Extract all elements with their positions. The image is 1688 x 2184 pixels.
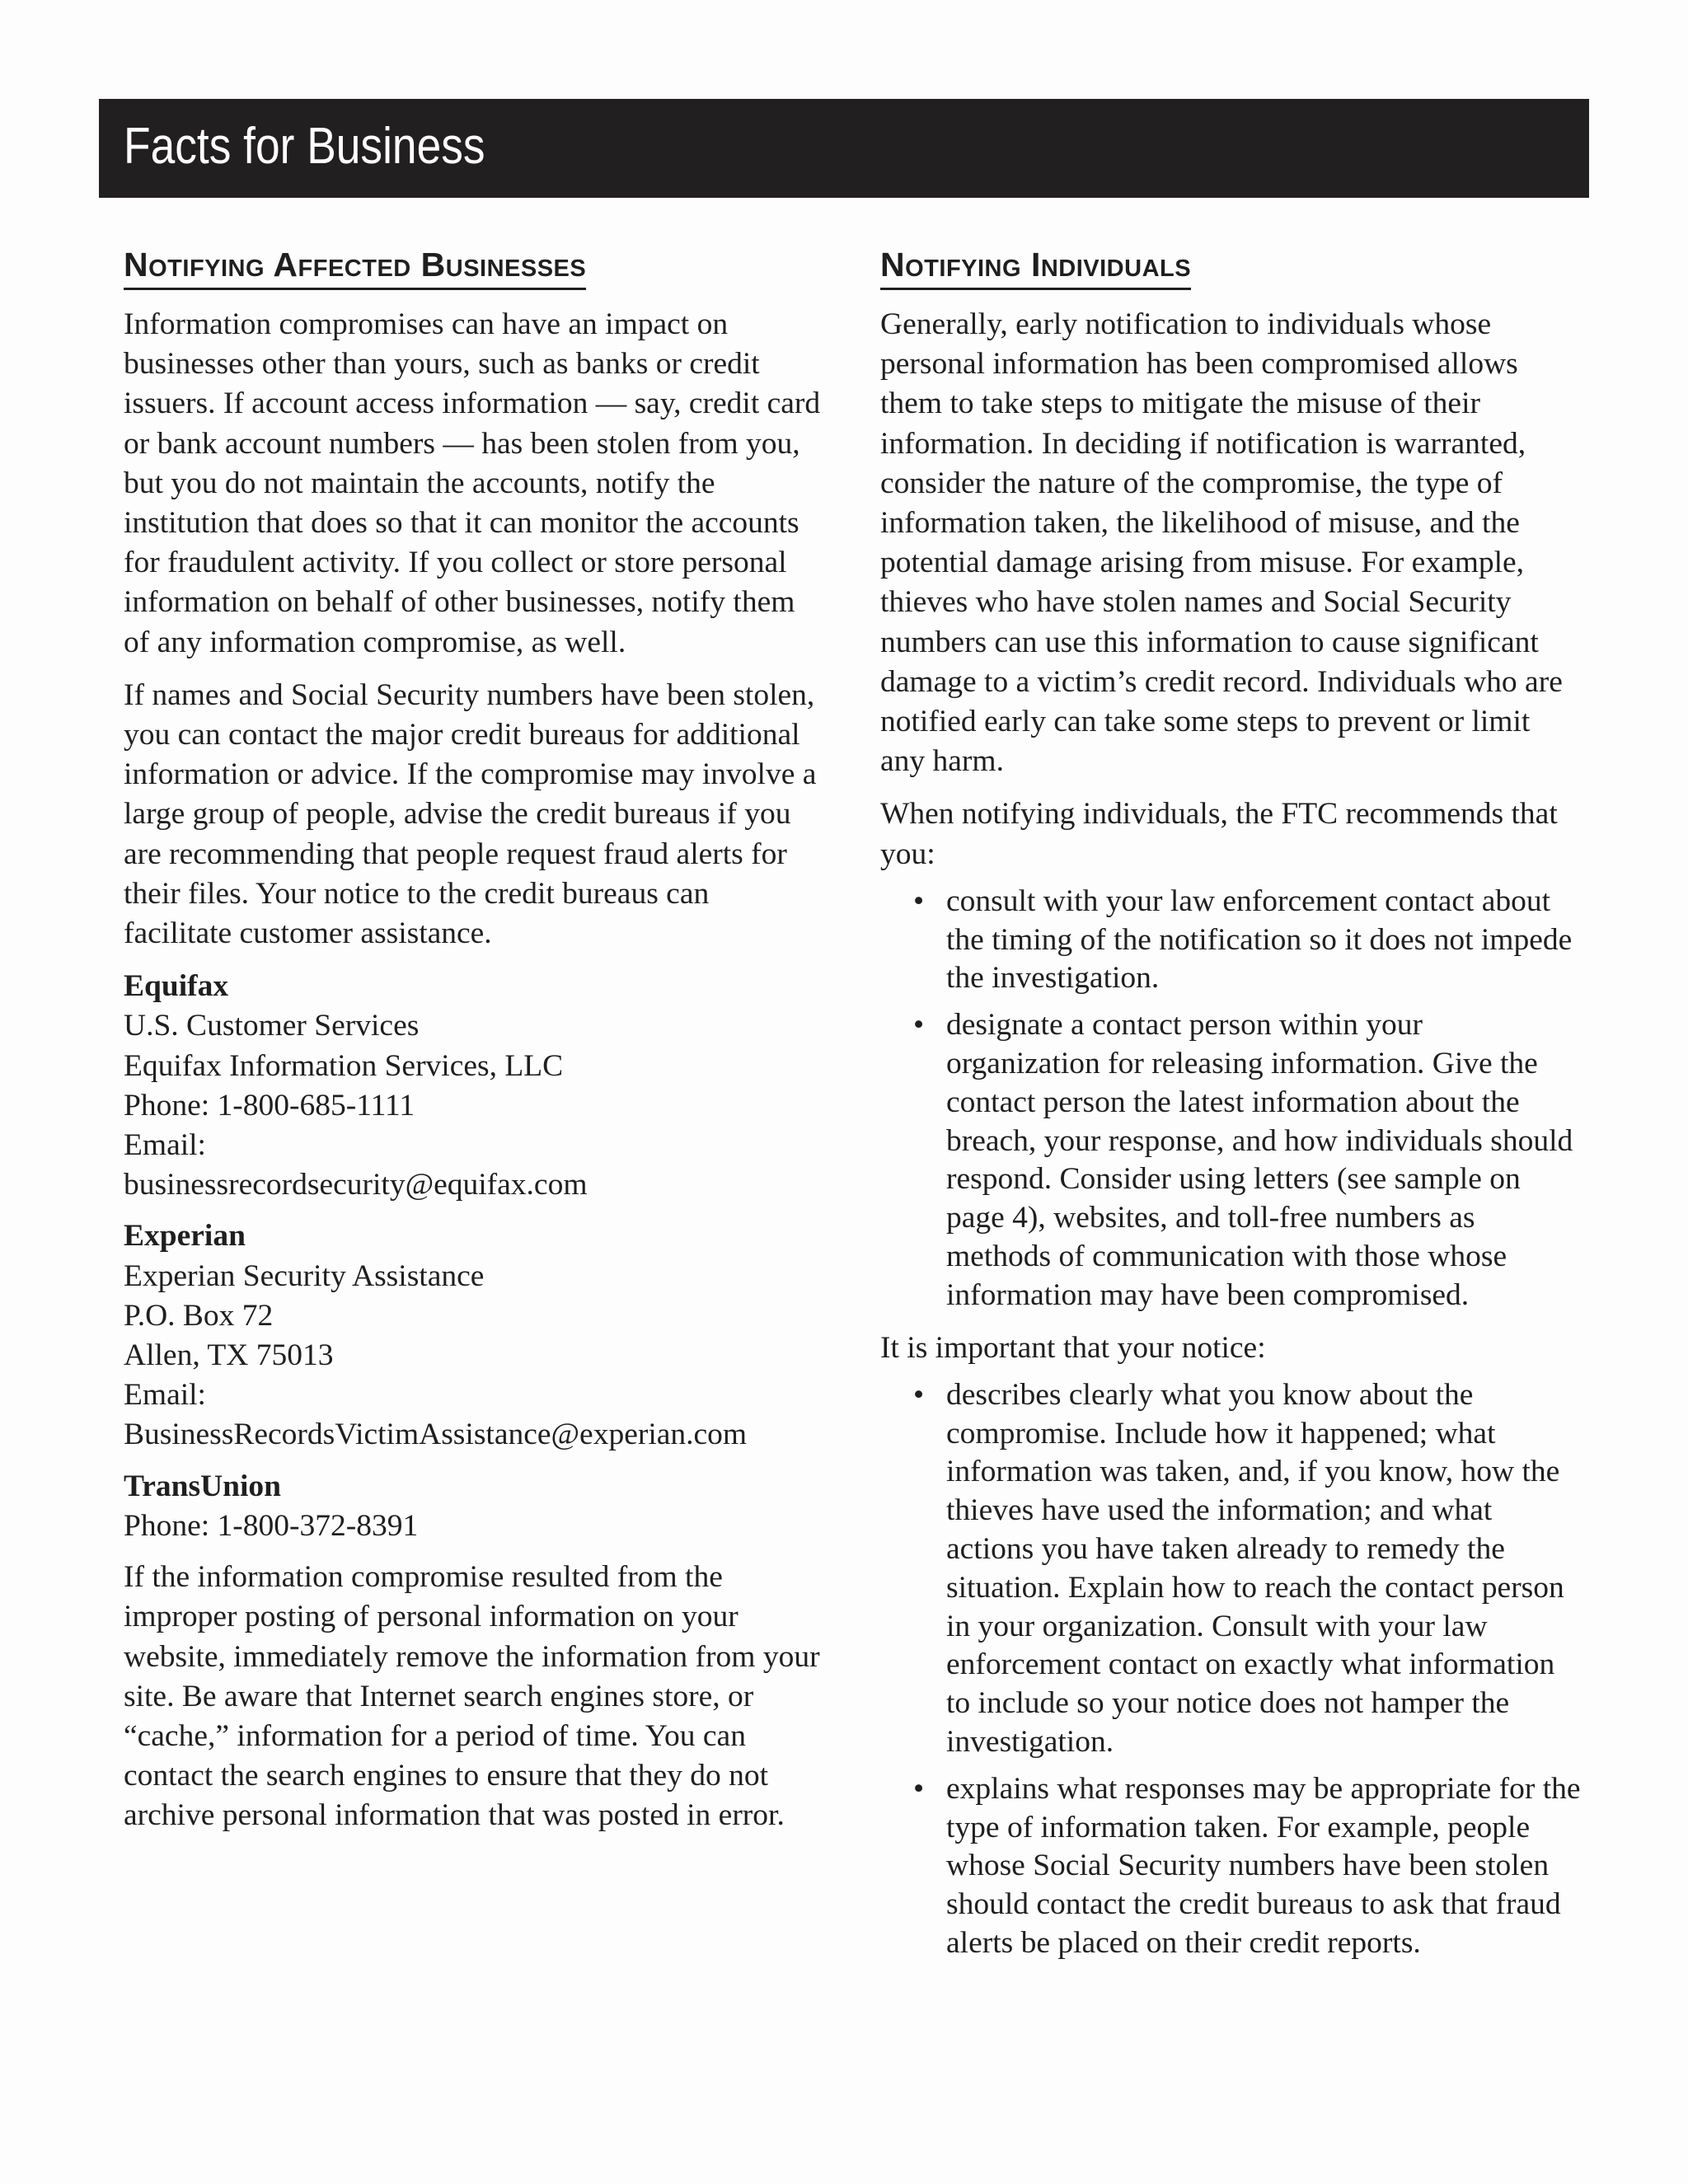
bullet: •: [913, 1771, 925, 1806]
paragraph: If names and Social Security numbers have been stolen, you can contact the major credit bureaus for additional information or advice. If the compromise may involve a large group of people, advise the credit bureaus if you are recommending that people request fraud alerts for their files. Your notice to the credit bureaus can facilitate customer assistance.: [124, 677, 817, 951]
banner-title: Facts for Business: [124, 118, 485, 175]
paragraph: It is important that your notice:: [880, 1330, 1266, 1365]
header-banner: [99, 99, 1589, 198]
contact-line: Email:: [124, 1128, 206, 1163]
contact-line: Allen, TX 75013: [124, 1338, 334, 1373]
contact-name: Experian: [124, 1219, 246, 1254]
contact-line: Equifax Information Services, LLC: [124, 1048, 564, 1083]
list-item-text: consult with your law enforcement contact about the timing of the notification so it does not impede the investigation.: [946, 883, 1573, 996]
paragraph: When notifying individuals, the FTC recommends that you:: [880, 797, 1558, 871]
bullet: •: [913, 1377, 925, 1412]
paragraph: Generally, early notification to individuals whose personal information has been compromised allows them to take steps to mitigate the misuse of their information. In deciding if notification is warranted, consider the nature of the compromise, the type of information taken, the likelihood of misuse, and the potential damage arising from misuse. For example, thieves who have stolen names and Social Security numbers can use this information to cause significant damage to a victim’s credit record. Individuals who are notified early can take some steps to prevent or limit any harm.: [880, 307, 1563, 779]
contact-phone: Phone: 1-800-685-1111: [124, 1088, 415, 1122]
contact-line: Email:: [124, 1378, 206, 1413]
contact-name: TransUnion: [124, 1469, 282, 1503]
list-item: [880, 1770, 1581, 1963]
contact-email: BusinessRecordsVictimAssistance@experian.com: [124, 1418, 748, 1452]
right-column: [880, 246, 1581, 1976]
bullet: •: [913, 883, 925, 918]
contact-transunion: [124, 1467, 824, 1546]
contact-experian: [124, 1216, 824, 1455]
contact-line: P.O. Box 72: [124, 1298, 274, 1333]
list-item-text: describes clearly what you know about the compromise. Include how it happened; what information was taken, and, if you know, how the thieves have used the information; and what actions you have taken already to remedy the situation. Explain how to reach the contact person in your organization. Consult with your law enforcement contact on exactly what information to include so your notice does not hamper the investigation.: [946, 1377, 1564, 1759]
contact-equifax: [124, 967, 824, 1205]
list-item-text: designate a contact person within your organization for releasing information. Give the contact person the latest information about the breach, your response, and how individuals should respond. Consider using letters (see sample on page 4), websites, and toll-free numbers as methods of communication with those whose information may have been compromised.: [946, 1008, 1573, 1312]
section-heading-individuals: Notifying Individuals: [880, 246, 1191, 290]
list-item: [880, 1376, 1581, 1762]
contact-line: Experian Security Assistance: [124, 1258, 485, 1293]
contact-line: U.S. Customer Services: [124, 1009, 420, 1043]
list-item: [880, 883, 1581, 998]
list-item-text: explains what responses may be appropriate for the type of information taken. For example, people whose Social Security numbers have been stolen should contact the credit bureaus to ask that fraud alerts be placed on their credit reports.: [946, 1771, 1581, 1960]
paragraph: If the information compromise resulted from the improper posting of personal information on your website, immediately remove the information from your site. Be aware that Internet search engines store, or “cache,” information for a period of time. You can contact the search engines to ensure that they do not archive personal information that was posted in error.: [124, 1560, 820, 1833]
notice-requirements-list: [880, 1376, 1581, 1963]
left-column: [124, 246, 824, 1849]
contact-phone: Phone: 1-800-372-8391: [124, 1508, 419, 1543]
contact-email: businessrecordsecurity@equifax.com: [124, 1168, 588, 1202]
bullet: •: [913, 1008, 925, 1043]
paragraph: Information compromises can have an impact on businesses other than yours, such as banks or credit issuers. If account access information — say, credit card or bank account numbers — has been stolen from you, but you do not maintain the accounts, notify the institution that does so that it can monitor the accounts for fraudulent activity. If you collect or store personal information on behalf of other businesses, notify them of any information compromise, as well.: [124, 307, 821, 659]
section-heading-businesses: Notifying Affected Businesses: [124, 246, 586, 290]
list-item: [880, 1006, 1581, 1315]
recommendation-list: [880, 883, 1581, 1315]
contact-name: Equifax: [124, 969, 229, 1004]
